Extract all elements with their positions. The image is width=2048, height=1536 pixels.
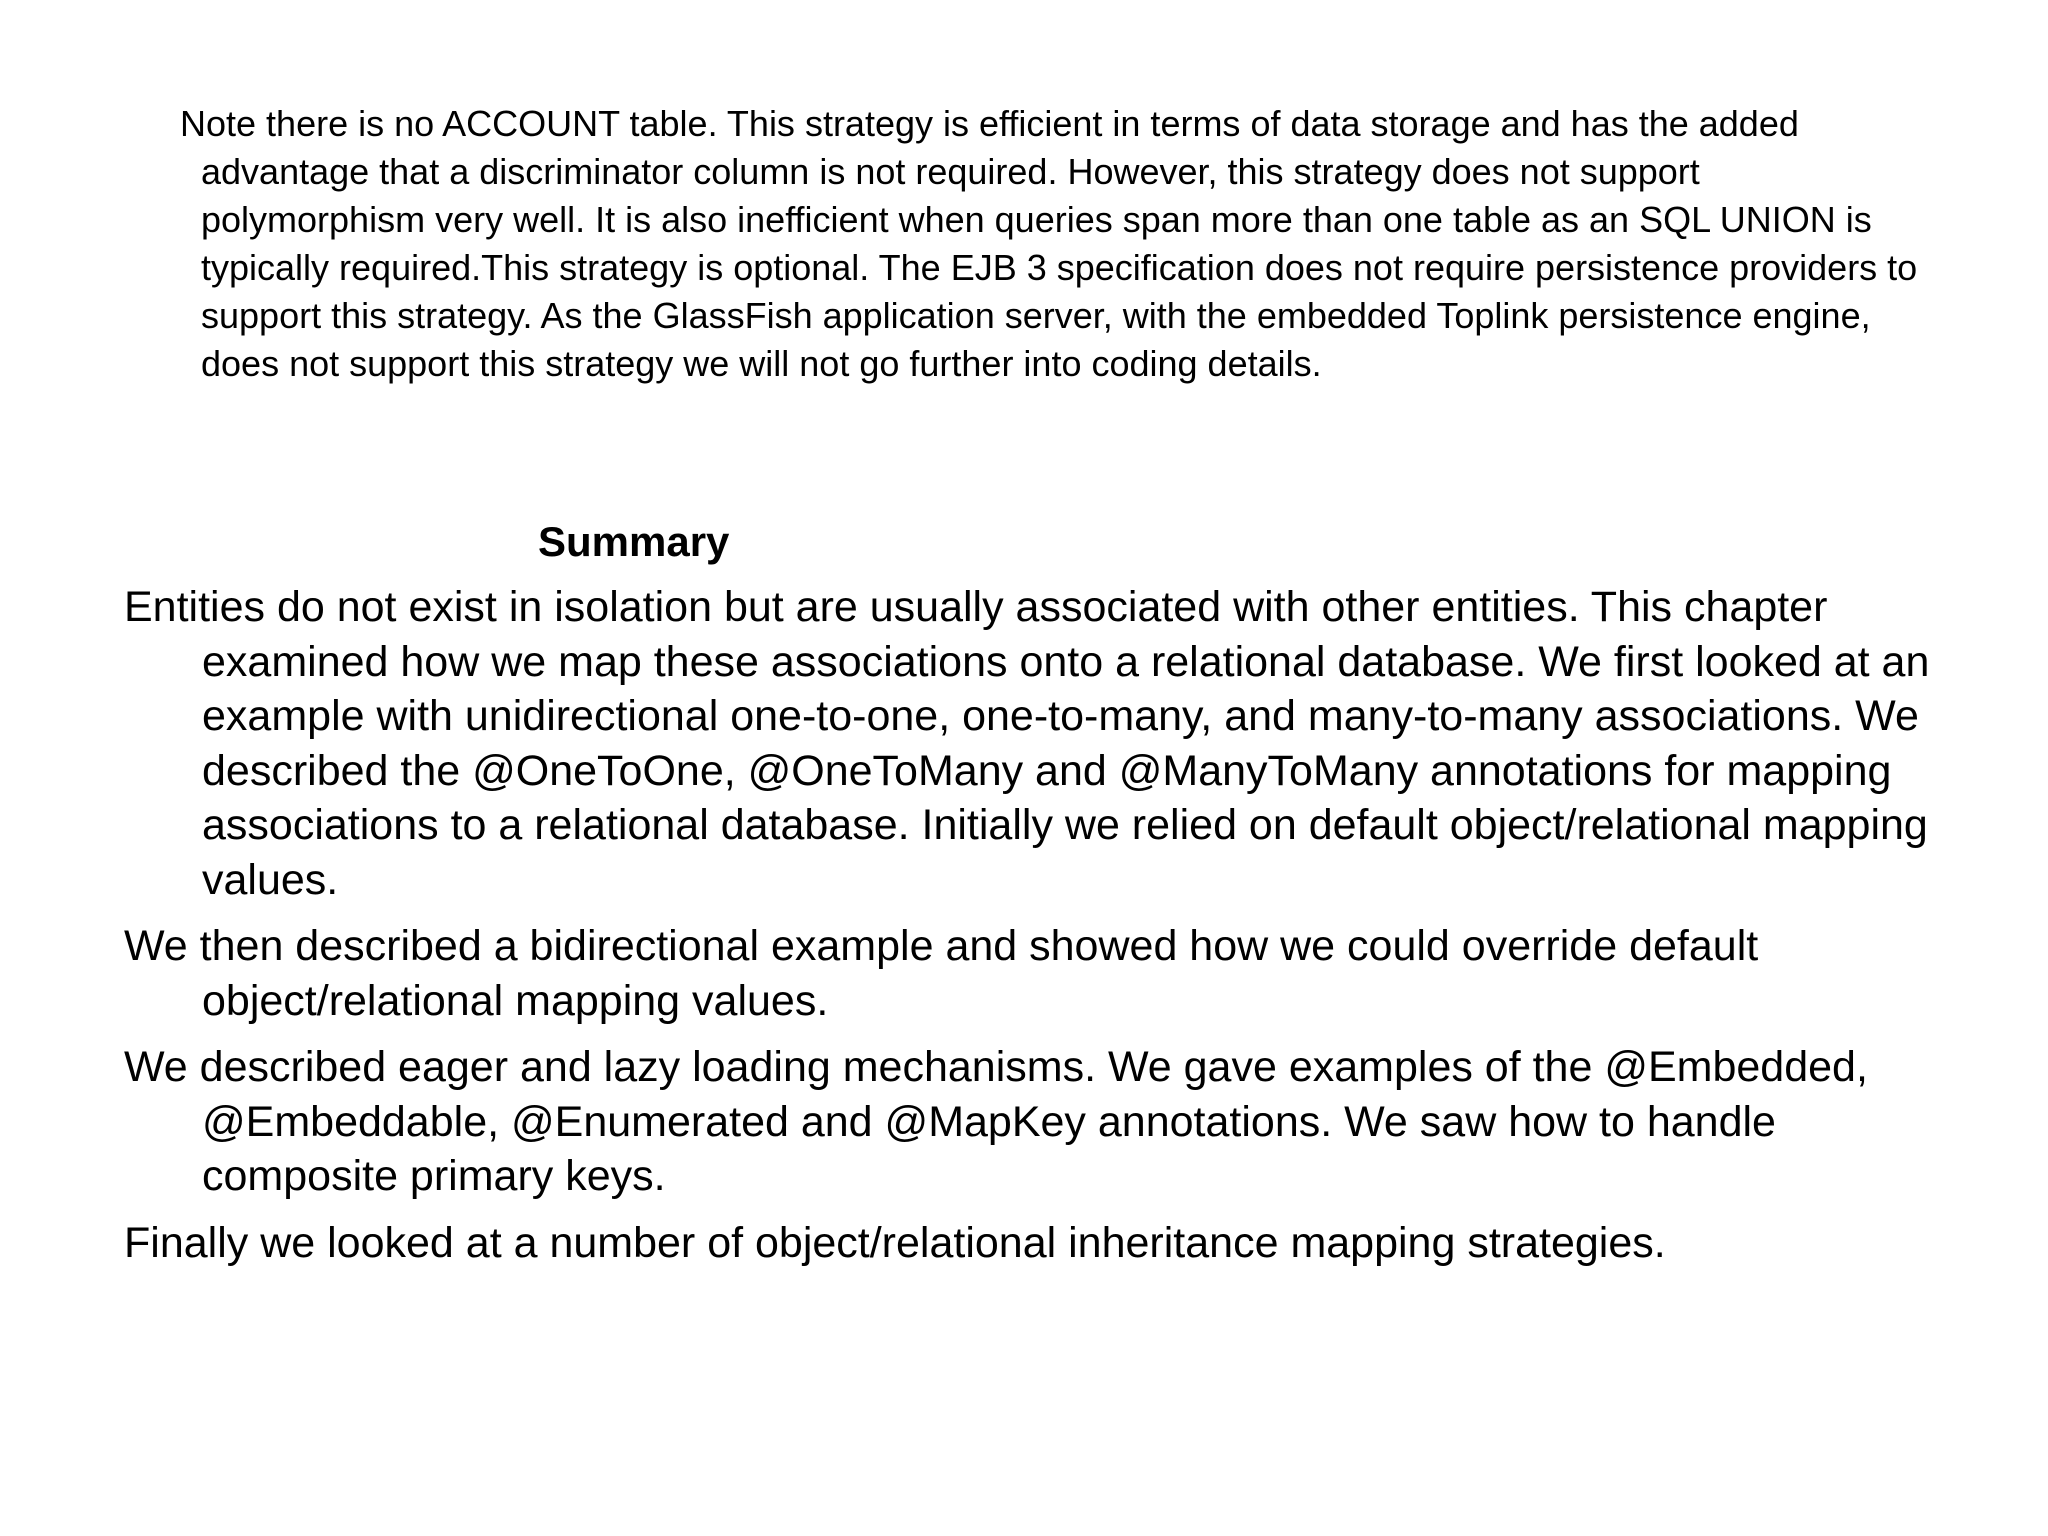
note-block <box>180 100 1920 388</box>
note-paragraph: Note there is no ACCOUNT table. This strategy is efficient in terms of data storage and has the added advantage that a discriminator column is not required. However, this strategy does not support polymorphism very well. It is also inefficient when queries span more than one table as an SQL UNION is typically required.This strategy is optional. The EJB 3 specification does not require persistence providers to support this strategy. As the GlassFish application server, with the embedded Toplink persistence engine, does not support this strategy we will not go further into coding details. <box>180 103 1918 384</box>
summary-paragraph-3: We described eager and lazy loading mechanisms. We gave examples of the @Embedded, @Embeddable, @Enumerated and @MapKey annotations. We saw how to handle composite primary keys. <box>124 1043 1868 1200</box>
summary-heading: Summary <box>538 518 730 565</box>
summary-body <box>124 580 1974 1282</box>
summary-paragraph-2: We then described a bidirectional example and showed how we could override default object/relational mapping values. <box>124 922 1759 1025</box>
summary-paragraph-4: Finally we looked at a number of object/relational inheritance mapping strategies. <box>124 1218 1666 1267</box>
summary-paragraph-1: Entities do not exist in isolation but are usually associated with other entities. This chapter examined how we map these associations onto a relational database. We first looked at an example with unidirectional one-to-one, one-to-many, and many-to-many associations. We described the @OneToOne, @OneToMany and @ManyToMany annotations for mapping associations to a relational database. Initially we relied on default object/relational mapping values. <box>124 583 1930 904</box>
